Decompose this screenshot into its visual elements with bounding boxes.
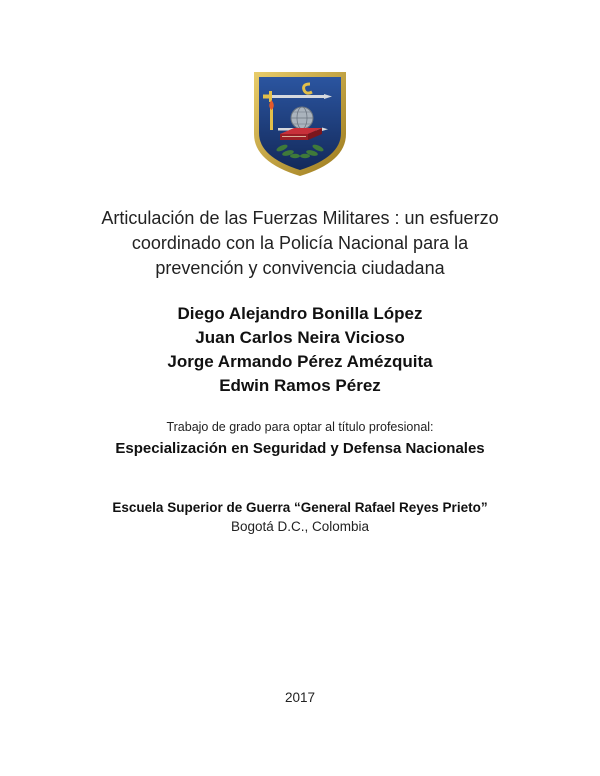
author-name: Edwin Ramos Pérez xyxy=(219,376,381,395)
title-line: Articulación de las Fuerzas Militares : un esfuerzo xyxy=(101,208,499,228)
city-name: Bogotá D.C., Colombia xyxy=(230,519,370,534)
author-name: Diego Alejandro Bonilla López xyxy=(177,304,423,323)
title-line: prevención y convivencia ciudadana xyxy=(155,258,445,278)
degree-intro: Trabajo de grado para optar al título profesional: xyxy=(166,420,434,434)
publication-year: 2017 xyxy=(284,690,316,705)
globe-icon xyxy=(291,107,313,129)
school-name: Escuela Superior de Guerra “General Rafael Reyes Prieto” xyxy=(112,500,488,515)
thesis-title xyxy=(60,206,540,281)
author-name: Jorge Armando Pérez Amézquita xyxy=(167,352,433,371)
author-name: Juan Carlos Neira Vicioso xyxy=(195,328,405,347)
shield-emblem-icon xyxy=(252,70,348,178)
title-line: coordinado con la Policía Nacional para la xyxy=(131,233,469,253)
degree-name: Especialización en Seguridad y Defensa Nacionales xyxy=(115,440,485,457)
author-list xyxy=(60,302,540,398)
